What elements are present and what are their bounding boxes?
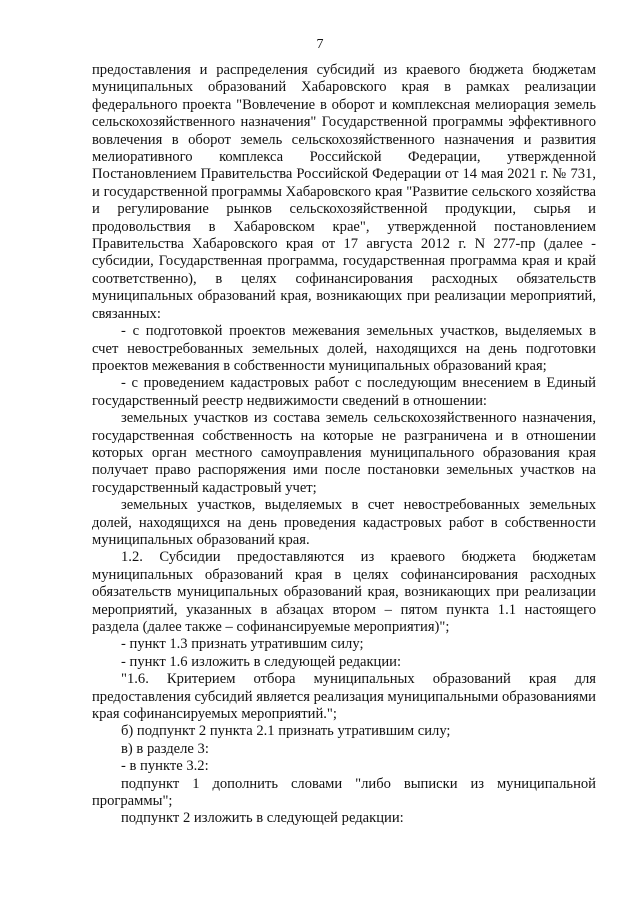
paragraph-item-surveying: - с подготовкой проектов межевания земельных участков, выделяемых в счет невостребованных земельных долей, находящихся на день подготовки проектов межевания в собственности муниципальных образований края; [92, 323, 596, 374]
paragraph-item-v: в) в разделе 3: [121, 740, 209, 757]
paragraph-clause-1-3: - пункт 1.3 признать утратившим силу; [121, 636, 364, 653]
paragraph-subclause-2: подпункт 2 изложить в следующей редакции: [121, 810, 404, 827]
paragraph-land-plots-state: земельных участков из состава земель сельскохозяйственного назначения, государственная собственность на которые не разграничена и в отношении которых орган местного самоуправления муниципального образования края получает право распоряжения ими после постановки земельных участков на государственный кадастровый учет; [92, 410, 596, 496]
paragraph-intro: предоставления и распределения субсидий из краевого бюджета бюджетам муниципальных образований Хабаровского края в рамках реализации федерального проекта "Вовлечение в оборот и комплексная мелиорация земель сельскохозяйственного назначения" Государственной программы эффективного вовлечения в оборот земель сельскохозяйственного назначения и развития мелиоративного комплекса Российской Федерации, утвержденной Постановлением Правительства Российской Федерации от 14 мая 2021 г. № 731, и государственной программы Хабаровского края "Развитие сельского хозяйства и регулирование рынков сельскохозяйственной продукции, сырья и продовольствия в Хабаровском крае", утвержденной постановлением Правительства Хабаровского края от 17 августа 2012 г. N 277-пр (далее - субсидии, Государственная программа, государственная программа края и край соответственно), в целях софинансирования расходных обязательств муниципальных образований края, возникающих при реализации мероприятий, связанных: [92, 62, 596, 322]
paragraph-clause-1-6: "1.6. Критерием отбора муниципальных образований края для предоставления субсидий является реализация муниципальными образованиями края софинансируемых мероприятий."; [92, 671, 596, 723]
paragraph-clause-1-6-intro: - пункт 1.6 изложить в следующей редакции: [121, 653, 402, 670]
paragraph-subclause-1: подпункт 1 дополнить словами "либо выписки из муниципальной программы"; [92, 775, 596, 810]
paragraph-clause-3-2: - в пункте 3.2: [121, 758, 209, 775]
paragraph-land-plots-shares: земельных участков, выделяемых в счет невостребованных земельных долей, находящихся на день проведения кадастровых работ в собственности муниципальных образований края. [92, 497, 596, 548]
paragraph-item-cadastral: - с проведением кадастровых работ с последующим внесением в Единый государственный реестр недвижимости сведений в отношении: [92, 375, 596, 409]
paragraph-item-b: б) подпункт 2 пункта 2.1 признать утратившим силу; [121, 723, 451, 740]
page-number: 7 [316, 37, 324, 52]
document-body [92, 62, 596, 828]
paragraph-clause-1-2: 1.2. Субсидии предоставляются из краевого бюджета бюджетам муниципальных образований края в целях софинансирования расходных обязательств муниципальных образований края, возникающих при реализации мероприятий, указанных в абзацах втором – пятом пункта 1.1 настоящего раздела (далее также – софинансируемые мероприятия)"; [92, 549, 596, 635]
